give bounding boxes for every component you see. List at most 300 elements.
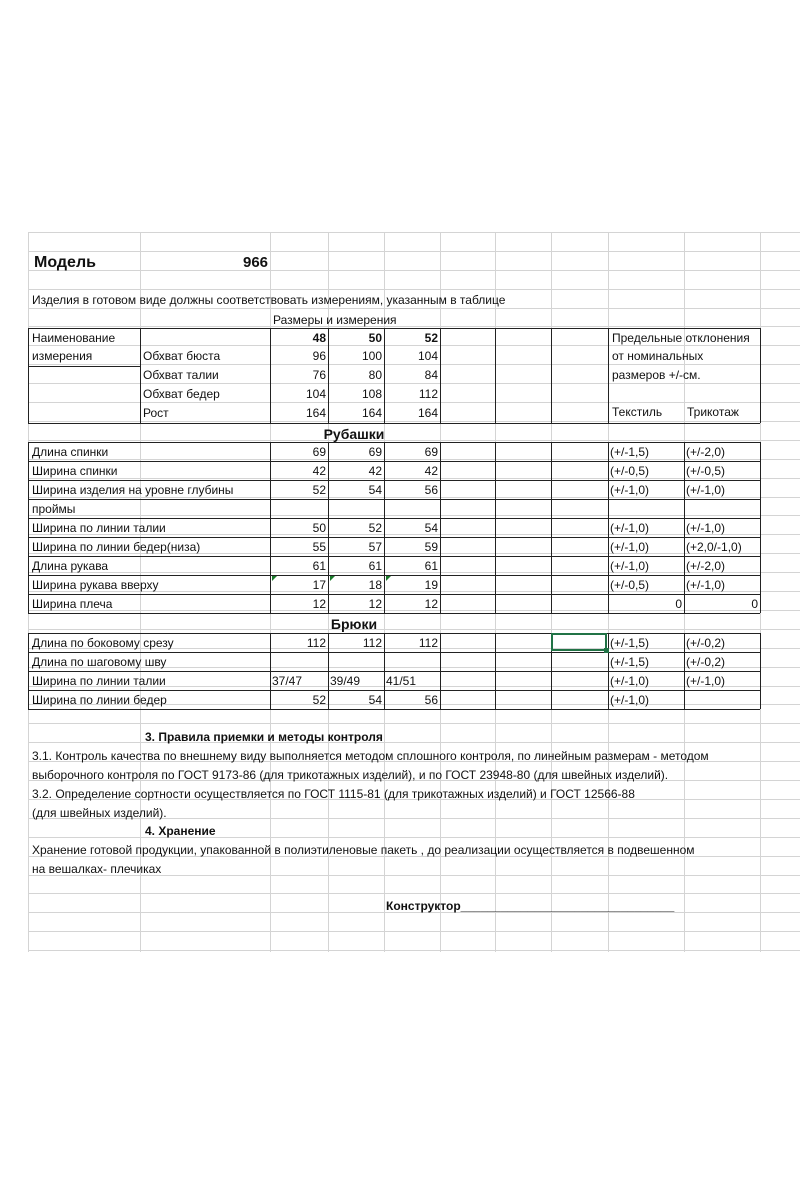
shirt-measure-value: 57 <box>368 540 382 554</box>
body-measure-label: Рост <box>143 406 169 420</box>
table-border <box>760 537 761 556</box>
table-border <box>551 594 608 595</box>
table-border <box>28 480 270 481</box>
table-border <box>140 328 270 329</box>
table-border <box>551 461 552 480</box>
table-border <box>440 671 495 672</box>
table-border <box>608 575 609 594</box>
table-border <box>28 442 29 461</box>
trouser-measure-label: Длина по боковому срезу <box>32 636 174 650</box>
table-border <box>440 709 495 710</box>
shirt-tolerance-textile: (+/-0,5) <box>610 464 650 478</box>
table-border <box>551 499 552 518</box>
table-border <box>608 480 684 481</box>
trousers-title: Брюки <box>330 616 378 632</box>
table-border <box>440 575 495 576</box>
deviation-label-2: от номинальных <box>612 349 704 363</box>
table-border <box>551 556 608 557</box>
table-border <box>328 499 384 500</box>
body-measure-value: 108 <box>361 387 382 401</box>
table-border <box>684 480 760 481</box>
table-border <box>28 518 270 519</box>
table-border <box>495 499 496 518</box>
body-measure-value: 164 <box>305 406 326 420</box>
table-border <box>270 709 328 710</box>
trouser-tolerance-textile: (+/-1,0) <box>610 674 650 688</box>
table-border <box>440 442 441 461</box>
body-measure-value: 112 <box>418 387 438 401</box>
table-border <box>270 671 271 690</box>
trouser-measure-value: 37/47 <box>272 674 303 688</box>
table-border <box>270 518 328 519</box>
table-border <box>440 633 441 652</box>
table-border <box>495 442 496 461</box>
table-border <box>440 652 495 653</box>
table-border <box>551 537 552 556</box>
table-border <box>328 671 384 672</box>
shirt-measure-value: 61 <box>424 559 438 573</box>
size-48: 48 <box>312 331 326 345</box>
table-border <box>608 461 684 462</box>
table-border <box>608 594 684 595</box>
shirt-measure-label: проймы <box>32 502 76 516</box>
table-border <box>440 556 441 575</box>
trouser-measure-value: 41/51 <box>386 674 417 688</box>
table-border <box>495 575 551 576</box>
table-border <box>608 709 684 710</box>
shirt-tolerance-textile: 0 <box>675 597 682 611</box>
trouser-measure-value: 112 <box>362 636 382 650</box>
trouser-tolerance-textile: (+/-1,5) <box>610 636 650 650</box>
table-border <box>684 537 685 556</box>
table-border <box>328 461 384 462</box>
table-border <box>328 652 384 653</box>
table-border <box>608 671 684 672</box>
table-border <box>270 575 328 576</box>
table-border <box>328 709 384 710</box>
table-border <box>495 461 496 480</box>
table-border <box>384 709 440 710</box>
table-border <box>551 575 608 576</box>
table-border <box>608 499 684 500</box>
table-border <box>28 613 270 614</box>
table-border <box>495 499 551 500</box>
table-border <box>551 423 608 424</box>
table-border <box>551 518 552 537</box>
shirt-measure-value: 69 <box>312 445 326 459</box>
table-border <box>684 613 760 614</box>
table-border <box>328 671 329 690</box>
body-measure-value: 76 <box>312 368 326 382</box>
body-measure-label: Обхват талии <box>143 368 219 382</box>
table-border <box>684 575 685 594</box>
table-border <box>608 499 609 518</box>
shirt-tolerance-textile: (+/-1,5) <box>610 445 650 459</box>
table-border <box>28 671 270 672</box>
shirt-measure-value: 12 <box>368 597 382 611</box>
table-border <box>328 652 329 671</box>
storage-heading: 4. Хранение <box>145 824 216 838</box>
table-border <box>760 652 761 671</box>
table-border <box>28 518 29 537</box>
table-border <box>495 328 551 329</box>
table-border <box>684 556 760 557</box>
table-border <box>28 442 270 443</box>
body-measure-value: 80 <box>368 368 382 382</box>
table-border <box>28 480 29 499</box>
table-border <box>28 633 29 652</box>
table-border <box>28 594 270 595</box>
table-border <box>28 575 270 576</box>
table-border <box>384 594 440 595</box>
table-border <box>28 671 29 690</box>
table-border <box>760 461 761 480</box>
table-border <box>495 594 551 595</box>
table-border <box>28 594 29 613</box>
table-border <box>28 690 270 691</box>
body-measure-value: 104 <box>417 349 438 363</box>
table-border <box>760 671 761 690</box>
table-border <box>608 633 684 634</box>
table-border <box>270 594 328 595</box>
table-border <box>608 480 609 499</box>
table-border <box>684 518 685 537</box>
table-border <box>495 461 551 462</box>
table-border <box>684 652 760 653</box>
body-measure-value: 104 <box>305 387 326 401</box>
shirt-tolerance-knit: (+/-1,0) <box>686 483 726 497</box>
table-border <box>551 690 608 691</box>
table-border <box>551 328 552 423</box>
table-border <box>495 709 551 710</box>
table-border <box>495 556 551 557</box>
rules-3-1-line-1: 3.1. Контроль качества по внешнему виду выполняется методом сплошного контроля, по линейным размерам - методом <box>32 749 709 763</box>
table-border <box>684 442 760 443</box>
table-border <box>551 671 608 672</box>
shirt-measure-value: 56 <box>424 483 438 497</box>
table-border <box>684 499 760 500</box>
shirt-measure-value: 59 <box>424 540 438 554</box>
shirt-measure-value: 52 <box>312 483 326 497</box>
table-border <box>270 499 328 500</box>
table-border <box>440 499 495 500</box>
shirt-measure-label: Ширина плеча <box>32 597 113 611</box>
col-name-label-2: измерения <box>32 349 93 363</box>
table-border <box>608 671 609 690</box>
shirt-measure-label: Ширина спинки <box>32 464 118 478</box>
shirt-tolerance-textile: (+/-1,0) <box>610 559 650 573</box>
table-border <box>440 499 441 518</box>
table-border <box>684 671 760 672</box>
table-border <box>440 480 441 499</box>
table-border <box>551 442 552 461</box>
table-border <box>440 633 495 634</box>
table-border <box>28 690 29 709</box>
table-border <box>551 461 608 462</box>
table-border <box>495 652 496 671</box>
table-border <box>384 652 440 653</box>
table-border <box>495 613 551 614</box>
shirt-tolerance-knit: (+/-0,5) <box>686 464 726 478</box>
table-border <box>440 575 441 594</box>
trouser-tolerance-textile: (+/-1,5) <box>610 655 650 669</box>
table-border <box>440 442 495 443</box>
table-border <box>328 480 384 481</box>
table-border <box>760 633 761 652</box>
rules-3-2-line-1: 3.2. Определение сортности осуществляется по ГОСТ 1115-81 (для трикотажных изделий) и ГОСТ 12566-88 <box>32 787 635 801</box>
table-border <box>608 442 609 461</box>
table-border <box>28 575 29 594</box>
table-border <box>608 537 684 538</box>
table-border <box>384 537 440 538</box>
table-border <box>440 328 441 423</box>
fill-handle[interactable] <box>604 648 609 653</box>
table-border <box>270 652 328 653</box>
table-border <box>440 671 441 690</box>
table-border <box>384 461 440 462</box>
table-border <box>760 328 761 423</box>
table-border <box>608 537 609 556</box>
table-border <box>551 480 608 481</box>
table-border <box>384 671 440 672</box>
table-border <box>28 461 270 462</box>
size-52: 52 <box>424 331 438 345</box>
table-border <box>270 499 271 518</box>
table-border <box>440 537 495 538</box>
table-border <box>760 594 761 613</box>
table-border <box>28 556 29 575</box>
table-border <box>384 690 440 691</box>
shirt-measure-value: 61 <box>312 559 326 573</box>
cell-note-marker <box>272 576 277 581</box>
size-50: 50 <box>368 331 382 345</box>
table-border <box>495 671 496 690</box>
table-border <box>440 690 441 709</box>
table-border <box>495 633 496 652</box>
shirt-tolerance-knit: (+2,0/-1,0) <box>686 540 742 554</box>
rules-3-1-line-2: выборочного контроля по ГОСТ 9173-86 (для трикотажных изделий), и по ГОСТ 23948-80 (для швейных изделий). <box>32 768 669 782</box>
table-border <box>270 556 328 557</box>
table-border <box>684 709 760 710</box>
table-border <box>384 499 385 518</box>
shirt-measure-value: 42 <box>368 464 382 478</box>
table-border <box>270 461 328 462</box>
table-border <box>328 537 384 538</box>
table-border <box>440 461 495 462</box>
table-border <box>440 518 441 537</box>
table-border <box>270 652 271 671</box>
shirt-measure-value: 50 <box>312 521 326 535</box>
table-border <box>760 575 761 594</box>
table-border <box>760 442 761 461</box>
table-border <box>270 671 328 672</box>
shirt-measure-label: Ширина изделия на уровне глубины <box>32 483 234 497</box>
shirt-measure-value: 69 <box>424 445 438 459</box>
table-border <box>608 442 684 443</box>
table-border <box>760 518 761 537</box>
table-border <box>608 556 609 575</box>
table-border <box>684 461 760 462</box>
shirts-title: Рубашки <box>323 426 385 442</box>
shirt-measure-value: 12 <box>424 597 438 611</box>
shirt-measure-value: 42 <box>424 464 438 478</box>
table-border <box>28 328 140 329</box>
table-border <box>440 613 495 614</box>
body-measure-value: 84 <box>424 368 438 382</box>
trouser-measure-value: 112 <box>306 636 326 650</box>
table-border <box>440 556 495 557</box>
body-measure-value: 96 <box>312 349 326 363</box>
table-border <box>608 518 609 537</box>
table-border <box>684 556 685 575</box>
table-border <box>28 652 29 671</box>
table-border <box>495 480 496 499</box>
table-border <box>495 480 551 481</box>
table-border <box>551 480 552 499</box>
table-border <box>760 556 761 575</box>
selected-cell[interactable] <box>551 633 607 651</box>
table-border <box>684 537 760 538</box>
shirt-measure-value: 55 <box>312 540 326 554</box>
shirt-measure-value: 17 <box>312 578 326 592</box>
table-border <box>28 366 140 367</box>
table-border <box>684 499 685 518</box>
body-measure-value: 100 <box>361 349 382 363</box>
shirt-tolerance-textile: (+/-0,5) <box>610 578 650 592</box>
table-border <box>684 442 685 461</box>
table-border <box>28 499 29 518</box>
shirt-measure-label: Длина рукава <box>32 559 109 573</box>
body-measure-label: Обхват бедер <box>143 387 220 401</box>
table-border <box>684 633 760 634</box>
table-border <box>684 671 685 690</box>
rules-heading: 3. Правила приемки и методы контроля <box>145 730 383 744</box>
model-number: 966 <box>243 254 269 271</box>
deviation-textile: Текстиль <box>612 405 663 419</box>
table-border <box>495 423 551 424</box>
table-border <box>608 556 684 557</box>
table-border <box>760 499 761 518</box>
table-border <box>551 690 552 709</box>
shirt-tolerance-knit: (+/-1,0) <box>686 578 726 592</box>
table-border <box>28 499 270 500</box>
table-border <box>495 537 551 538</box>
table-border <box>684 480 685 499</box>
shirt-measure-label: Ширина по линии бедер(низа) <box>32 540 201 554</box>
table-border <box>495 518 551 519</box>
table-border <box>270 690 328 691</box>
table-border <box>440 594 495 595</box>
table-border <box>684 690 760 691</box>
shirt-measure-label: Ширина по линии талии <box>32 521 166 535</box>
cell-note-marker <box>330 576 335 581</box>
trouser-tolerance-textile: (+/-1,0) <box>610 693 650 707</box>
table-border <box>440 461 441 480</box>
table-border <box>28 366 29 423</box>
trouser-tolerance-knit: (+/-1,0) <box>686 674 726 688</box>
signature-line: Конструктор________________________________ <box>386 899 675 913</box>
table-border <box>440 537 441 556</box>
table-border <box>608 652 684 653</box>
table-border <box>328 594 384 595</box>
trouser-measure-value: 39/49 <box>330 674 361 688</box>
table-border <box>495 633 551 634</box>
table-border <box>384 556 440 557</box>
table-border <box>28 633 270 634</box>
sizes-caption: Размеры и измерения <box>273 313 397 327</box>
storage-line-2: на вешалках- плечиках <box>32 862 162 876</box>
shirt-tolerance-knit: 0 <box>751 597 758 611</box>
table-border <box>495 328 496 423</box>
table-border <box>551 537 608 538</box>
trouser-measure-label: Длина по шаговому шву <box>32 655 167 669</box>
table-border <box>495 594 496 613</box>
table-border <box>495 442 551 443</box>
col-name-label-1: Наименование <box>32 331 116 345</box>
table-border <box>495 575 496 594</box>
table-border <box>328 556 384 557</box>
table-border <box>440 690 495 691</box>
table-border <box>551 652 608 653</box>
shirt-measure-label: Ширина рукава вверху <box>32 578 159 592</box>
table-border <box>551 328 608 329</box>
table-border <box>28 461 29 480</box>
body-measure-label: Обхват бюста <box>143 349 221 363</box>
table-border <box>28 709 270 710</box>
table-border <box>608 518 684 519</box>
model-label: Модель <box>34 254 96 271</box>
shirt-measure-value: 69 <box>368 445 382 459</box>
shirt-measure-value: 54 <box>424 521 438 535</box>
table-border <box>551 613 608 614</box>
trouser-measure-value: 54 <box>368 693 382 707</box>
table-border <box>440 328 495 329</box>
shirt-measure-value: 61 <box>368 559 382 573</box>
table-border <box>384 575 440 576</box>
table-border <box>328 690 384 691</box>
deviation-label-3: размеров +/-см. <box>612 368 701 382</box>
table-border <box>440 594 441 613</box>
trouser-measure-label: Ширина по линии бедер <box>32 693 167 707</box>
table-border <box>608 575 684 576</box>
table-border <box>684 594 760 595</box>
table-border <box>495 690 551 691</box>
table-border <box>440 518 495 519</box>
shirt-measure-value: 52 <box>368 521 382 535</box>
shirt-measure-label: Длина спинки <box>32 445 109 459</box>
table-border <box>270 537 328 538</box>
table-border <box>551 442 608 443</box>
trouser-tolerance-knit: (+/-0,2) <box>686 655 726 669</box>
table-border <box>684 633 685 652</box>
trouser-measure-value: 112 <box>418 636 438 650</box>
table-border <box>28 652 270 653</box>
table-border <box>608 423 760 424</box>
table-border <box>28 328 29 366</box>
table-border <box>684 518 760 519</box>
cell-note-marker <box>386 576 391 581</box>
deviation-label-1: Предельные отклонения <box>612 331 750 345</box>
storage-line-1: Хранение готовой продукции, упакованной в полиэтиленовые пакеть , до реализации осуществляется в подвешенном <box>32 843 695 857</box>
shirt-tolerance-knit: (+/-1,0) <box>686 521 726 535</box>
table-border <box>608 328 760 329</box>
table-border <box>328 575 384 576</box>
table-border <box>684 652 685 671</box>
table-border <box>608 613 684 614</box>
table-border <box>440 652 441 671</box>
shirt-tolerance-knit: (+/-2,0) <box>686 445 726 459</box>
shirt-measure-value: 54 <box>368 483 382 497</box>
